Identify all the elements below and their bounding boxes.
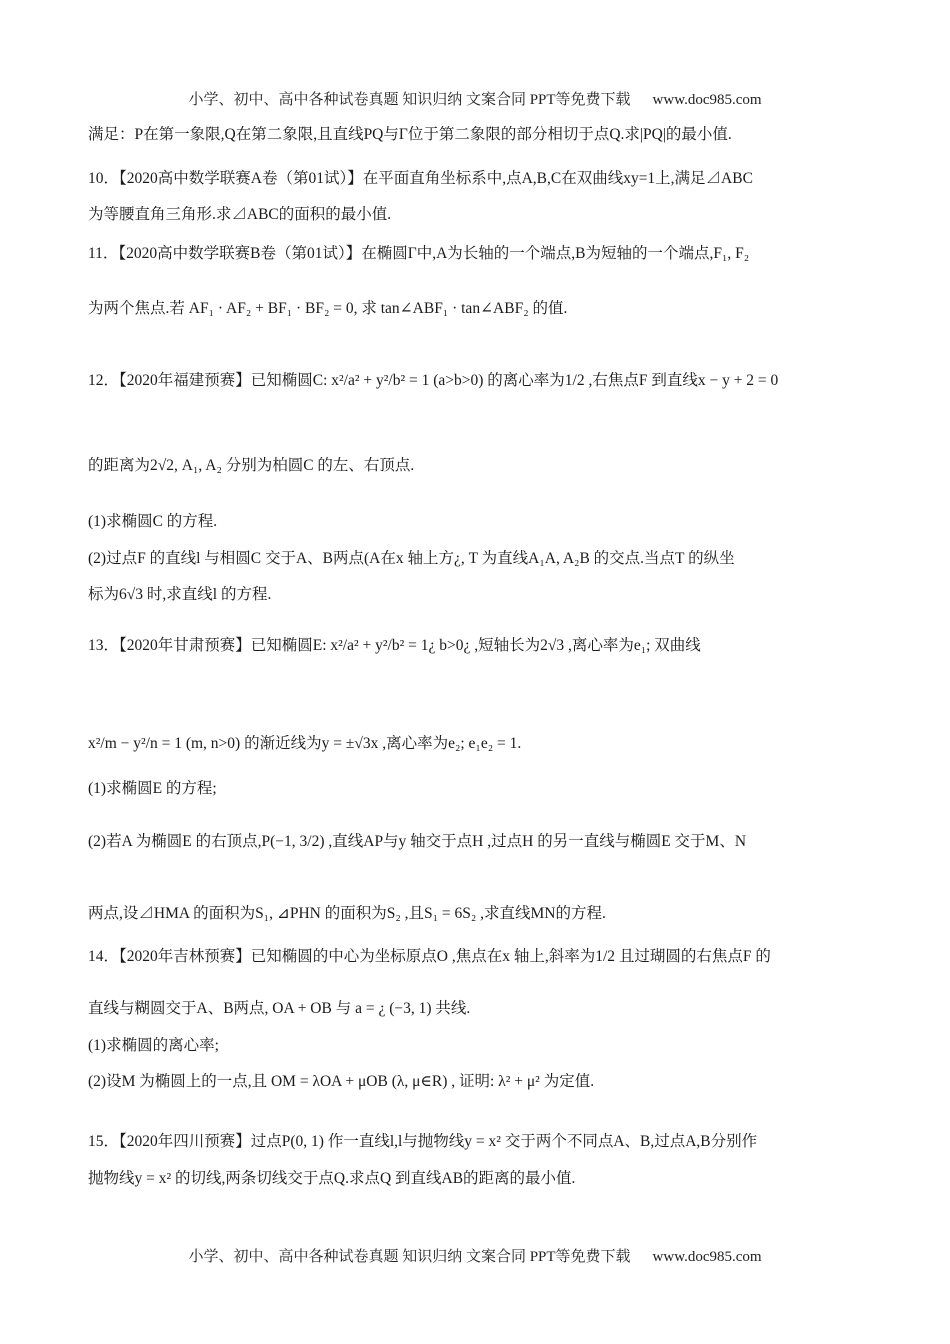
header-url[interactable]: www.doc985.com [652,92,762,108]
problem-10-line-2: 为等腰直角三角形.求⊿ABC的面积的最小值. [88,206,392,223]
problem-12-line-3: (1)求椭圆C 的方程. [88,513,218,530]
problem-13-line-1: 13．【2020年甘肃预赛】已知椭圆E: x²/a² + y²/b² = 1¿ b>0¿ ,短轴长为2√3 ,离心率为e₁; 双曲线 [88,637,701,654]
problem-13-line-2: x²/m − y²/n = 1 (m, n>0) 的渐近线为y = ±√3x ,离心率为e₂; e₁e₂ = 1. [88,735,522,752]
problem-14-line-4: (2)设M 为椭圆上的一点,且 OM = λOA + μOB (λ, μ∈R) , 证明: λ² + μ² 为定值. [88,1073,595,1090]
problem-14-line-2: 直线与糊圆交于A、B两点, OA + OB 与 a = ¿ (−3, 1) 共线. [88,1000,471,1017]
problem-13-line-3: (1)求椭圆E 的方程; [88,780,217,797]
problem-12-line-2: 的距离为2√2, A₁, A₂ 分别为柏圆C 的左、右顶点. [88,457,415,474]
problem-12-line-5: 标为6√3 时,求直线l 的方程. [88,586,272,603]
problem-12-line-1: 12．【2020年福建预赛】已知椭圆C: x²/a² + y²/b² = 1 (a>b>0) 的离心率为1/2 ,右焦点F 到直线x − y + 2 = 0 [88,372,779,389]
page-header [0,88,950,109]
footer-text: 小学、初中、高中各种试卷真题 知识归纳 文案合同 PPT等免费下载 [188,1249,631,1265]
problem-15-line-2: 抛物线y = x² 的切线,两条切线交于点Q.求点Q 到直线AB的距离的最小值. [88,1170,576,1187]
problem-13-line-5: 两点,设⊿HMA 的面积为S₁, ⊿PHN 的面积为S₂ ,且S₁ = 6S₂ ,求直线MN的方程. [88,905,606,922]
text-line: 满足：P在第一象限,Q在第二象限,且直线PQ与Γ位于第二象限的部分相切于点Q.求|PQ|的最小值. [88,126,732,143]
problem-12-line-4: (2)过点F 的直线l 与相圆C 交于A、B两点(A在x 轴上方¿, T 为直线A₁A, A₂B 的交点.当点T 的纵坐 [88,550,735,567]
problem-14-line-1: 14．【2020年吉林预赛】已知椭圆的中心为坐标原点O ,焦点在x 轴上,斜率为1/2 且过瑚圆的右焦点F 的 [88,948,771,965]
footer-url[interactable]: www.doc985.com [652,1249,762,1265]
problem-11-line-2: 为两个焦点.若 AF₁ · AF₂ + BF₁ · BF₂ = 0, 求 tan∠ABF₁ · tan∠ABF₂ 的值. [88,300,568,317]
header-text: 小学、初中、高中各种试卷真题 知识归纳 文案合同 PPT等免费下载 [188,92,631,108]
problem-15-line-1: 15．【2020年四川预赛】过点P(0, 1) 作一直线l,l与抛物线y = x² 交于两个不同点A、B,过点A,B分别作 [88,1133,758,1150]
problem-11-line-1: 11．【2020高中数学联赛B卷（第01试）】在椭圆Γ中,A为长轴的一个端点,B为短轴的一个端点,F₁, F₂ [88,245,750,262]
problem-10-line-1: 10．【2020高中数学联赛A卷（第01试）】在平面直角坐标系中,点A,B,C在双曲线xy=1上,满足⊿ABC [88,170,753,187]
problem-13-line-4: (2)若A 为椭圆E 的右顶点,P(−1, 3/2) ,直线AP与y 轴交于点H ,过点H 的另一直线与椭圆E 交于M、N [88,833,747,850]
problem-14-line-3: (1)求椭圆的离心率; [88,1037,219,1054]
page-footer [0,1245,950,1266]
